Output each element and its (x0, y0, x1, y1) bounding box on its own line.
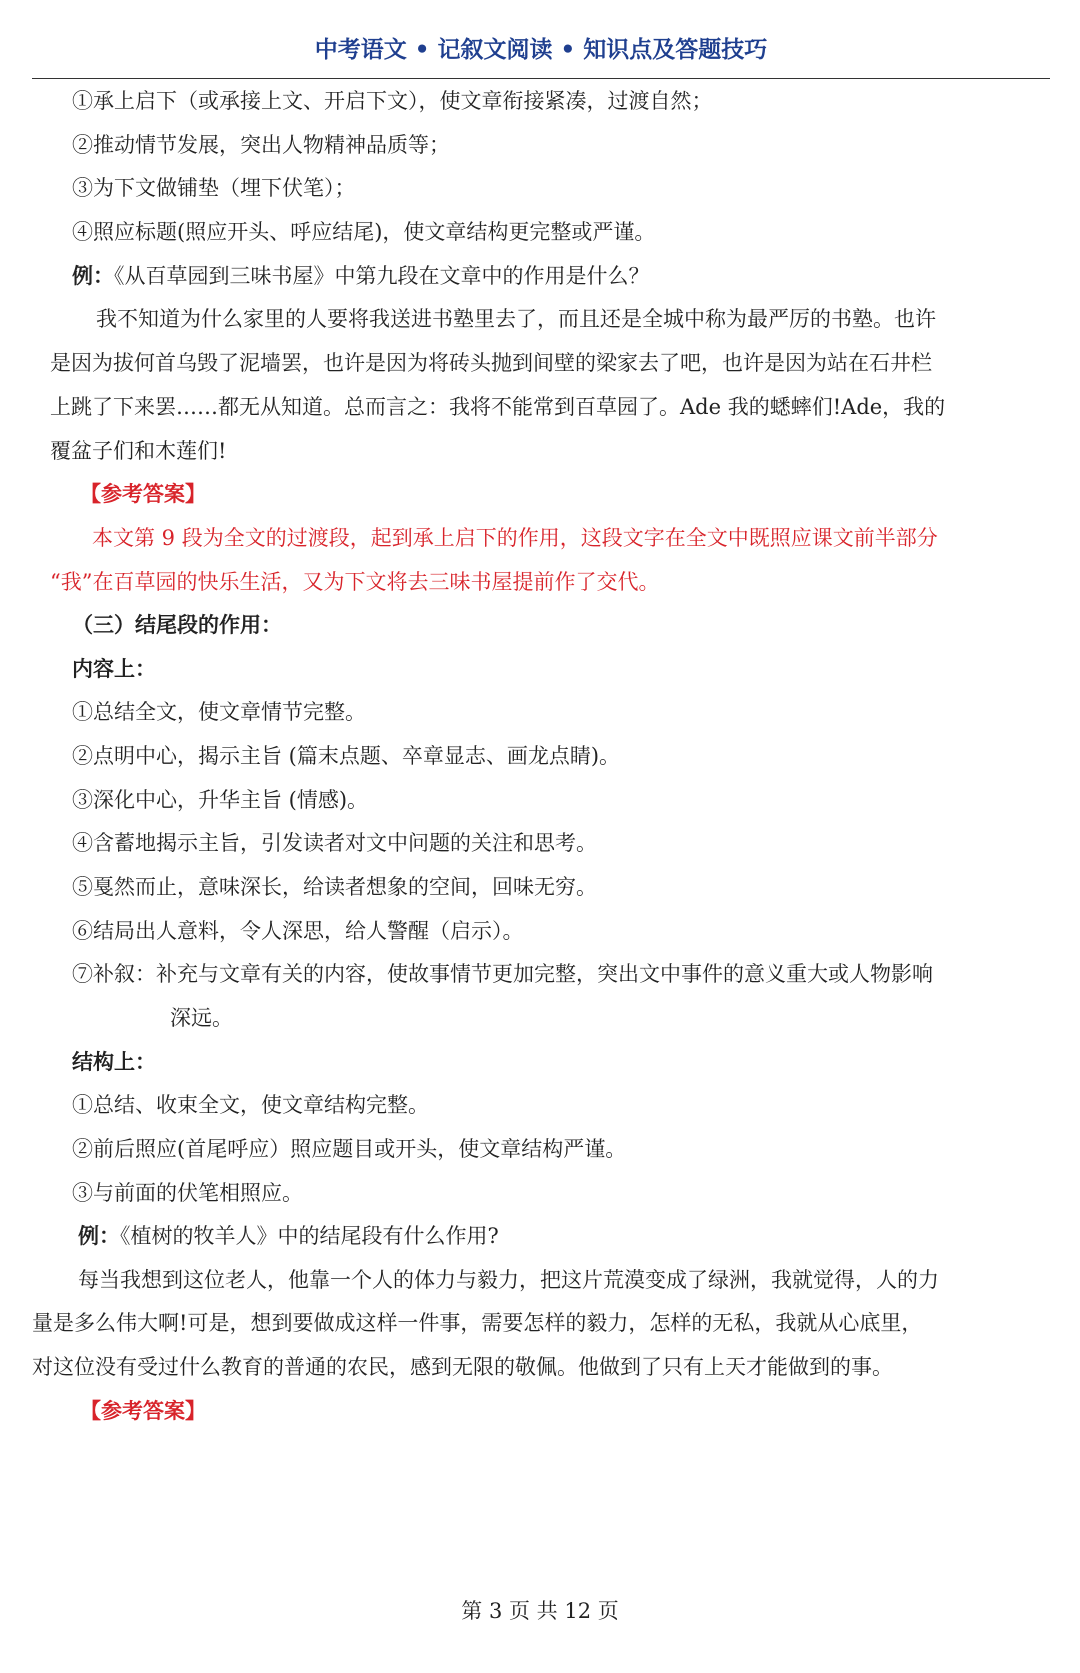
list-item: ②前后照应(首尾呼应）照应题目或开头，使文章结构严谨。 (72, 1137, 627, 1161)
answer-label: 【参考答案】 (80, 482, 206, 506)
example-question-text: 《植树的牧羊人》中的结尾段有什么作用? (120, 1224, 499, 1248)
example-label: 例： (72, 264, 114, 288)
list-item: ③为下文做铺垫（埋下伏笔）； (72, 176, 356, 200)
list-item: ②推动情节发展，突出人物精神品质等； (72, 133, 450, 157)
example-label: 例： (78, 1224, 120, 1248)
list-item: ⑦补叙：补充与文章有关的内容，使故事情节更加完整，突出文中事件的意义重大或人物影响 (72, 962, 933, 986)
list-item: ④照应标题(照应开头、呼应结尾)，使文章结构更完整或严谨。 (72, 220, 656, 244)
example-1-passage-line: 覆盆子们和木莲们! (50, 439, 227, 463)
structure-subheading: 结构上： (72, 1050, 156, 1074)
list-item: ①承上启下（或承接上文、开启下文），使文章衔接紧凑，过渡自然； (72, 89, 713, 113)
example-2-passage-line: 每当我想到这位老人，他靠一个人的体力与毅力，把这片荒漠变成了绿洲，我就觉得，人的力 (78, 1268, 939, 1292)
list-item: ①总结全文，使文章情节完整。 (72, 700, 366, 724)
example-2-passage-line: 量是多么伟大啊!可是，想到要做成这样一件事，需要怎样的毅力，怎样的无私，我就从心底里， (32, 1311, 923, 1335)
list-item: ④含蓄地揭示主旨，引发读者对文中问题的关注和思考。 (72, 831, 597, 855)
example-2-passage-line: 对这位没有受过什么教育的普通的农民，感到无限的敬佩。他做到了只有上天才能做到的事。 (32, 1355, 893, 1379)
example-2-question (78, 1221, 499, 1251)
example-question-text: 《从百草园到三味书屋》中第九段在文章中的作用是什么？ (114, 264, 650, 288)
example-1-passage-line: 是因为拔何首乌毁了泥墙罢，也许是因为将砖头抛到间壁的梁家去了吧，也许是因为站在石井栏 (50, 351, 932, 375)
list-item: ②点明中心，揭示主旨 (篇末点题、卒章显志、画龙点睛)。 (72, 744, 621, 768)
answer-text-line: 本文第 9 段为全文的过渡段，起到承上启下的作用，这段文字在全文中既照应课文前半部分 (92, 526, 938, 550)
list-item: ⑥结局出人意料，令人深思，给人警醒（启示）。 (72, 919, 524, 943)
page-number: 第 3 页 共 12 页 (461, 1599, 619, 1623)
list-item-continuation: 深远。 (170, 1006, 233, 1030)
header-divider (32, 78, 1050, 79)
page-header-title: 中考语文 • 记叙文阅读 • 知识点及答题技巧 (314, 37, 768, 63)
answer-text-line: “我”在百草园的快乐生活，又为下文将去三味书屋提前作了交代。 (50, 570, 660, 594)
answer-label: 【参考答案】 (80, 1399, 206, 1423)
list-item: ①总结、收束全文，使文章结构完整。 (72, 1093, 429, 1117)
content-subheading: 内容上： (72, 657, 156, 681)
list-item: ③与前面的伏笔相照应。 (72, 1181, 303, 1205)
list-item: ③深化中心，升华主旨 (情感)。 (72, 788, 369, 812)
list-item: ⑤戛然而止，意味深长，给读者想象的空间，回味无穷。 (72, 875, 597, 899)
example-1-passage-line: 我不知道为什么家里的人要将我送进书塾里去了，而且还是全城中称为最严厉的书塾。也许 (96, 307, 936, 331)
example-1-question (72, 261, 650, 291)
example-1-passage-line: 上跳了下来罢……都无从知道。总而言之：我将不能常到百草园了。Ade 我的蟋蟀们!Ade，我的 (50, 395, 946, 419)
section-heading: （三）结尾段的作用： (72, 613, 282, 637)
